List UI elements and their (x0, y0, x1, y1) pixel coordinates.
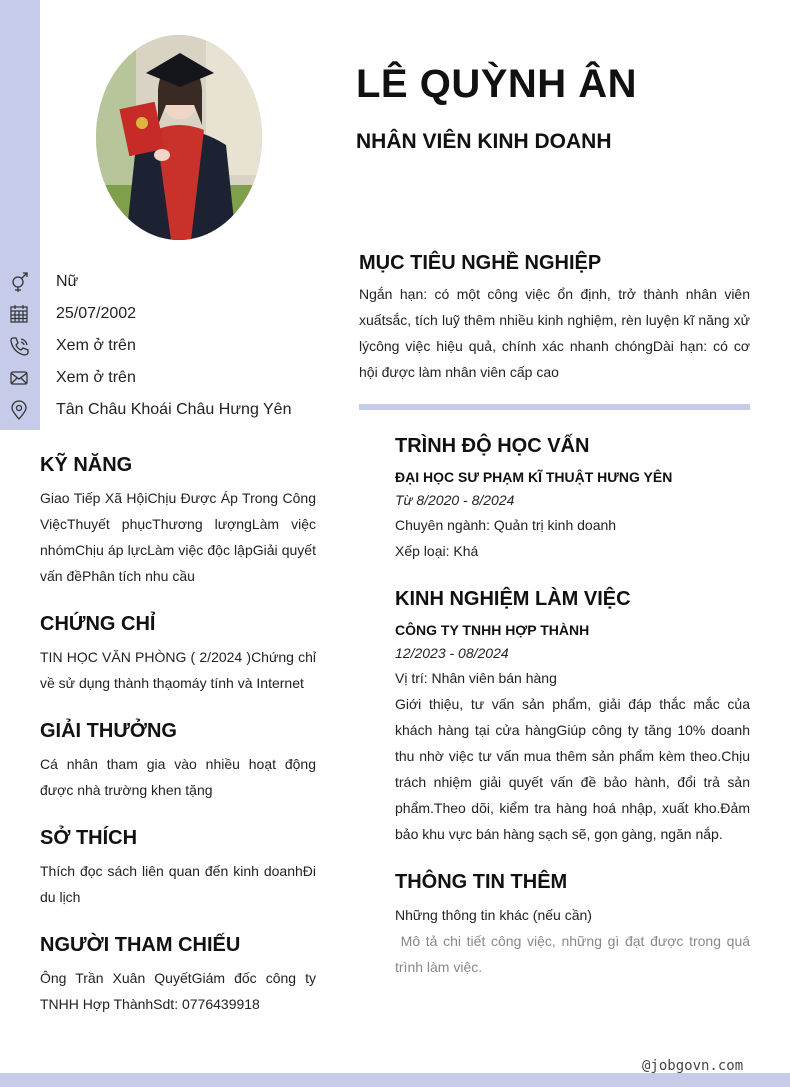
watermark: @jobgovn.com (642, 1058, 744, 1074)
extra-info-heading: THÔNG TIN THÊM (395, 871, 568, 893)
extra-info-line1: Những thông tin khác (nếu cần) (395, 907, 592, 923)
left-accent-bar (0, 0, 40, 430)
location-icon (8, 399, 30, 421)
extra-info-line2: Mô tả chi tiết công việc, những gì đạt được trong quá trình làm việc. (395, 933, 754, 975)
references-text: Ông Trần Xuân QuyếtGiám đốc công ty TNHH Hợp ThànhSdt: 0776439918 (40, 970, 316, 1012)
references-heading: NGƯỜI THAM CHIẾU (40, 934, 241, 956)
certificates-text: TIN HỌC VĂN PHÒNG ( 2/2024 )Chứng chỉ về sử dụng thành thạomáy tính và Internet (40, 649, 316, 691)
section-divider (359, 404, 750, 410)
objective-text: Ngắn hạn: có một công việc ổn định, trở thành nhân viên xuấtsắc, tích luỹ thêm nhiều kinh nghiệm, rèn luyện kĩ năng xử lýcông việc hiệu quả, chính xác nhanh chóngDài hạn: có cơ hội được làm nhân viên cấp cao (359, 286, 750, 380)
contact-birthday-text: 25/07/2002 (56, 305, 137, 322)
awards-heading: GIẢI THƯỞNG (40, 720, 177, 742)
experience-position: Vị trí: Nhân viên bán hàng (395, 670, 557, 686)
experience-period: 12/2023 - 08/2024 (395, 645, 509, 661)
awards-text: Cá nhân tham gia vào nhiều hoạt động được nhà trường khen tặng (40, 756, 316, 798)
education-grade: Xếp loại: Khá (395, 543, 479, 559)
hobbies-heading: SỞ THÍCH (40, 827, 138, 849)
candidate-name: LÊ QUỲNH ÂN (356, 62, 638, 106)
contact-gender-text: Nữ (56, 273, 79, 290)
contact-email-text: Xem ở trên (56, 369, 136, 386)
education-major: Chuyên ngành: Quản trị kinh doanh (395, 517, 617, 533)
calendar-icon (8, 303, 30, 325)
objective-heading: MỤC TIÊU NGHỀ NGHIỆP (359, 252, 602, 274)
education-period: Từ 8/2020 - 8/2024 (395, 492, 515, 508)
job-title: NHÂN VIÊN KINH DOANH (356, 130, 612, 153)
profile-photo (96, 35, 262, 240)
graduate-photo-illustration (96, 35, 262, 240)
bottom-accent-bar (0, 1073, 790, 1087)
skills-text: Giao Tiếp Xã HộiChịu Được Áp Trong Công ViệcThuyết phụcThương lượngLàm việc nhómChịu áp lựcLàm việc độc lậpGiải quyết vấn đềPhân tích nhu cầu (40, 490, 316, 584)
experience-company: CÔNG TY TNHH HỢP THÀNH (395, 622, 590, 638)
certificates-heading: CHỨNG CHỈ (40, 613, 156, 635)
experience-heading: KINH NGHIỆM LÀM VIỆC (395, 588, 631, 610)
skills-heading: KỸ NĂNG (40, 454, 133, 476)
contact-phone-text: Xem ở trên (56, 337, 136, 354)
education-heading: TRÌNH ĐỘ HỌC VẤN (395, 435, 590, 457)
email-icon (8, 367, 30, 389)
education-school: ĐẠI HỌC SƯ PHẠM KĨ THUẬT HƯNG YÊN (395, 469, 673, 485)
phone-icon (8, 335, 30, 357)
contact-address-text: Tân Châu Khoái Châu Hưng Yên (56, 401, 292, 418)
hobbies-text: Thích đọc sách liên quan đến kinh doanhĐi du lịch (40, 863, 316, 905)
experience-text: Giới thiệu, tư vấn sản phẩm, giải đáp thắc mắc của khách hàng tại cửa hàngGiúp công ty tăng 10% doanh thu nhờ việc tư vấn mua thêm sản phẩm kèm theo.Chịu trách nhiệm giải quyết vấn đề bảo hành, đổi trả sản phẩm.Theo dõi, kiểm tra hàng hoá nhập, xuất kho.Đảm bảo khu vực bán hàng sạch sẽ, gọn gàng, ngăn nắp. (395, 696, 750, 842)
gender-icon (8, 271, 30, 293)
